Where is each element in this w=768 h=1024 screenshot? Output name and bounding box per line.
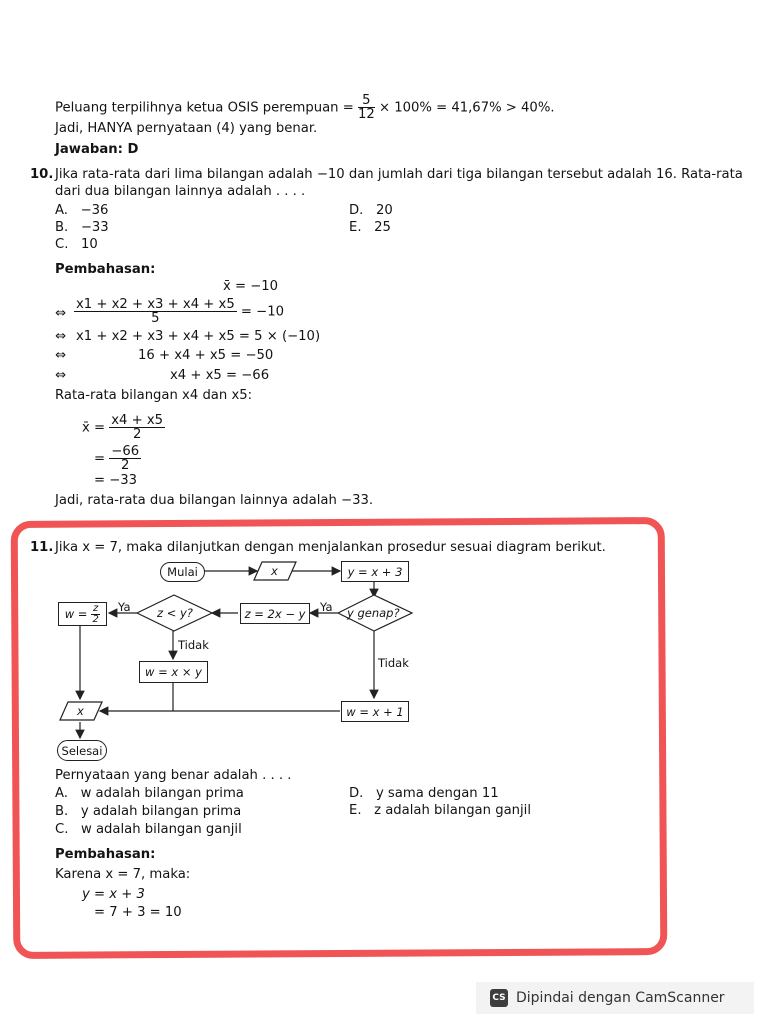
flow-w-mult-box [139,661,208,683]
q10-mean-numerator: x4 + x5 [111,413,164,428]
option-value: −33 [80,220,109,235]
option-letter: D. [349,203,364,218]
option-letter: A. [55,786,68,801]
q10-mean2-numerator: −66 [111,444,140,459]
camscanner-watermark [476,982,754,1014]
flow-y-genap-label: y genap? [347,606,400,620]
flow-w-half-box [58,602,107,626]
q10-mean2-denominator: 2 [120,458,130,473]
q10-iff-2: ⇔ [55,329,67,344]
q10-text-line1: Jika rata-rata dari lima bilangan adalah −10 dan jumlah dari tiga bilangan tersebut adalah 16. Rata-rata [55,167,743,182]
peluang-numerator: 5 [358,94,375,108]
option-value: z adalah bilangan ganjil [374,803,531,818]
option-letter: B. [55,804,69,819]
q10-iff-4: ⇔ [55,368,67,383]
q10-step3: 16 + x4 + x5 = −50 [138,348,274,363]
option-value: y sama dengan 11 [375,786,499,801]
q10-step0: x̄ = −10 [223,279,279,294]
q10-text-line2: dari dua bilangan lainnya adalah . . . . [55,184,306,199]
option-value: w adalah bilangan ganjil [80,822,242,837]
flow-w-denominator: 2 [92,613,99,625]
option-value: w adalah bilangan prima [80,786,244,801]
jadi-statement: Jadi, HANYA pernyataan (4) yang benar. [55,121,318,136]
flow-output-x-label: x [77,704,84,718]
camscanner-logo-icon: CS [490,989,508,1007]
q11-calc2: = 7 + 3 = 10 [94,905,182,920]
option-letter: D. [349,786,364,801]
q10-step1-denominator: 5 [151,311,160,326]
q10-pembahasan-heading: Pembahasan: [55,262,156,277]
flow-w-numerator: z [93,602,99,614]
option-letter: E. [349,220,362,235]
flow-y-assign-box [341,561,409,582]
option-value: −36 [80,203,109,218]
q11-option-c [55,822,242,837]
jawaban-answer: Jawaban: D [55,142,139,157]
q11-prompt: Pernyataan yang benar adalah . . . . [55,768,292,783]
q10-jadi: Jadi, rata-rata dua bilangan lainnya adalah −33. [55,493,374,508]
peluang-denominator: 12 [357,107,375,122]
q10-iff-3: ⇔ [55,348,67,363]
q10-mean-line1: x̄ = $\frac{x4 + x5}{2}$ [82,413,164,442]
peluang-suffix: × 100% = 41,67% > 40%. [378,100,555,116]
option-letter: B. [55,220,69,235]
q10-mean-line3: = −33 [94,473,138,488]
q10-mean-denominator: 2 [132,427,142,442]
peluang-prefix: Peluang terpilihnya ketua OSIS perempuan = [55,100,354,116]
flow-ya-label-1: Ya [118,600,131,614]
q10-iff-1: ⇔ [55,306,67,321]
flow-w-prefix: w = [64,607,88,621]
q11-karena: Karena x = 7, maka: [55,867,191,882]
option-letter: C. [55,822,69,837]
option-value: 20 [375,203,393,218]
option-letter: C. [55,237,69,252]
flow-ya-label-2: Ya [320,600,333,614]
q10-step1-numerator: x1 + x2 + x3 + x4 + x5 [76,297,235,312]
flow-selesai-label: Selesai [61,743,103,758]
q11-option-b [55,804,241,819]
q10-rata-label: Rata-rata bilangan x4 dan x5: [55,388,253,403]
q10-step2: x1 + x2 + x3 + x4 + x5 = 5 × (−10) [76,329,321,344]
option-value: y adalah bilangan prima [80,804,242,819]
option-letter: A. [55,203,68,218]
q11-number: 11. [30,540,54,555]
option-value: 25 [374,220,391,235]
q10-step4: x4 + x5 = −66 [170,368,270,383]
camscanner-label: Dipindai dengan CamScanner [516,990,725,1006]
flow-z-assign-label: z = 2x − y [244,606,306,621]
flow-input-x-label: x [271,564,278,578]
flow-w-mult-label: w = x × y [145,665,202,679]
flow-tidak-label-1: Tidak [178,638,209,652]
q11-option-d [349,786,499,801]
option-value: 10 [80,237,98,252]
q11-calc1: y = x + 3 [82,887,145,902]
flow-tidak-label-2: Tidak [378,656,409,670]
option-letter: E. [349,803,362,818]
q11-option-a [55,786,244,801]
flow-w-plus-box [341,701,409,722]
flow-selesai-terminal [57,740,107,761]
flow-y-assign-label: y = x + 3 [347,564,403,579]
q10-step1-rhs: = −10 [240,304,284,320]
q11-option-e [349,803,531,818]
flow-w-fraction [91,604,100,625]
flow-mulai-terminal [160,562,205,582]
flow-mulai-label: Mulai [167,565,198,579]
q10-mean-line2: = $\frac{-66}{2}$ [94,444,140,473]
flow-z-lt-y-label: z < y? [157,606,193,620]
q11-text: Jika x = 7, maka dilanjutkan dengan menjalankan prosedur sesuai diagram berikut. [55,540,606,555]
flow-w-plus-label: w = x + 1 [346,704,404,719]
q10-number: 10. [30,167,54,182]
q11-pembahasan-heading: Pembahasan: [55,847,156,862]
flow-z-assign-box [240,603,310,624]
